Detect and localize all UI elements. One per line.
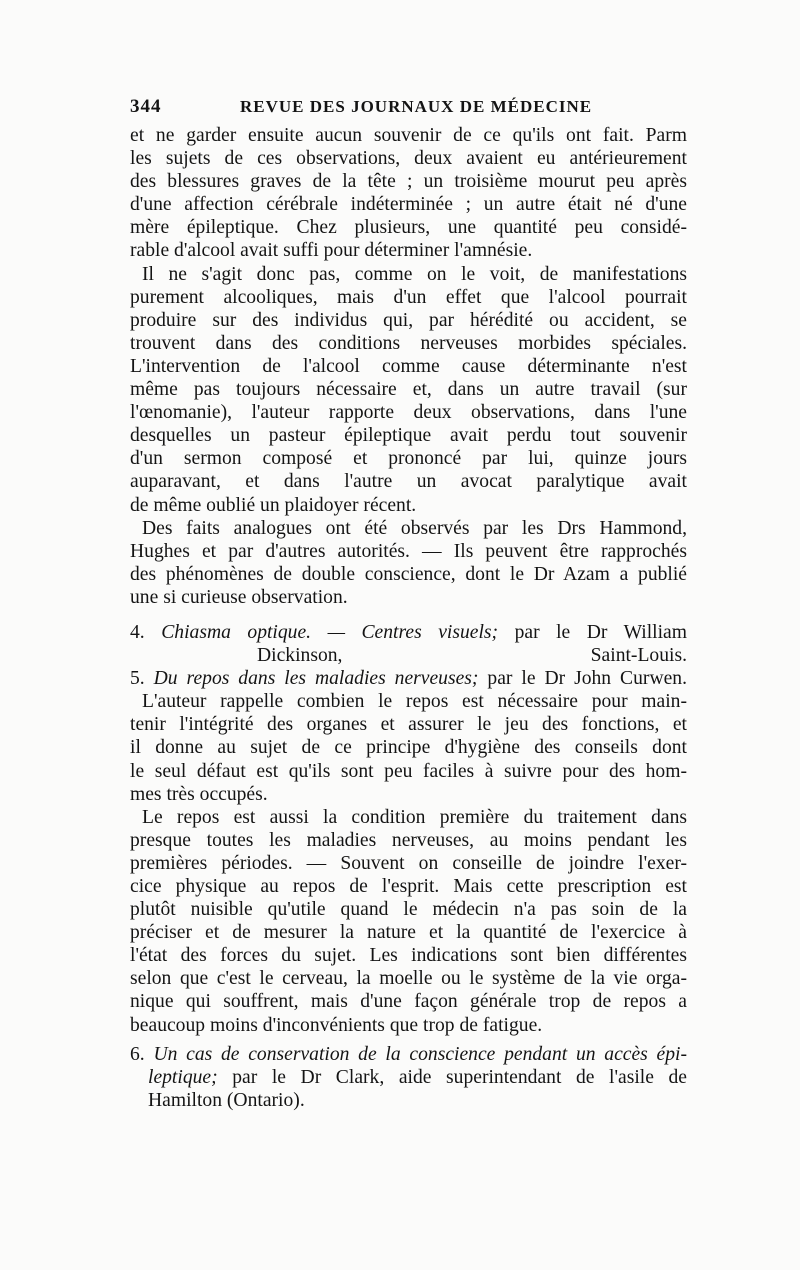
- text-line: auparavant, et dans l'autre un avocat paralytique avait: [130, 471, 687, 493]
- text-line: d'un sermon composé et prononcé par lui, quinze jours: [130, 448, 687, 470]
- text-line: premières périodes. — Souvent on conseille de joindre l'exer-: [130, 852, 687, 874]
- text-line: même pas toujours nécessaire et, dans un autre travail (sur: [130, 379, 687, 401]
- item-4-title: Chiasma optique. — Centres visuels;: [161, 621, 499, 643]
- item-4-line: [130, 621, 687, 644]
- page-number: 344: [130, 96, 162, 117]
- text-line: une si curieuse observation.: [130, 586, 348, 608]
- text-line: de même oublié un plaidoyer récent.: [130, 494, 417, 516]
- paragraph-rest-hygiene: [130, 690, 687, 805]
- item-6-location: Hamilton (Ontario).: [148, 1089, 305, 1111]
- text-line: Le repos est aussi la condition première du traitement dans: [142, 806, 687, 828]
- text-line: selon que c'est le cerveau, la moelle ou le système de la vie orga-: [130, 968, 687, 990]
- text-line: desquelles un pasteur épileptique avait perdu tout souvenir: [130, 425, 687, 447]
- paragraph-analogous-facts: [130, 517, 687, 609]
- text-line: Des faits analogues ont été observés par les Drs Hammond,: [142, 517, 687, 539]
- item-6-line: [130, 1066, 687, 1089]
- text-line: L'intervention de l'alcool comme cause déterminante n'est: [130, 355, 687, 377]
- text-line: nique qui souffrent, mais d'une façon générale trop de repos a: [130, 991, 687, 1013]
- text-line: tenir l'intégrité des organes et assurer le jeu des fonctions, et: [130, 714, 687, 736]
- text-line: trouvent dans des conditions nerveuses morbides spéciales.: [130, 332, 687, 354]
- text-line: produire sur des individus qui, par hérédité ou accident, se: [130, 309, 687, 331]
- paragraph-alcohol-intervention: [130, 263, 687, 517]
- text-line: il donne au sujet de ce principe d'hygiène des conseils dont: [130, 737, 687, 759]
- text-line: des blessures graves de la tête ; un troisième mourut peu après: [130, 171, 687, 193]
- item-6-title-cont: leptique;: [148, 1066, 218, 1088]
- text-line: des phénomènes de double conscience, dont le Dr Azam a publié: [130, 563, 687, 585]
- item-5-number: 5.: [130, 668, 145, 690]
- item-6-line: [130, 1043, 687, 1066]
- text-line: beaucoup moins d'inconvénients que trop de fatigue.: [130, 1014, 543, 1036]
- item-4-number: 4.: [130, 621, 145, 643]
- item-5-byline: par le Dr John Curwen.: [487, 668, 687, 690]
- item-4-byline: par le Dr William: [514, 621, 687, 643]
- text-line: l'œnomanie), l'auteur rapporte deux observations, dans l'une: [130, 402, 687, 424]
- text-line: cice physique au repos de l'esprit. Mais cette prescription est: [130, 876, 687, 897]
- item-4-heading: [130, 621, 687, 667]
- text-line: et ne garder ensuite aucun souvenir de ce qu'ils ont fait. Parm: [130, 125, 687, 146]
- text-line: d'une affection cérébrale indéterminée ; un autre était né d'une: [130, 194, 687, 216]
- item-6-title: Un cas de conservation de la conscience pendant un accès épi-: [153, 1043, 688, 1065]
- item-5-heading: [130, 667, 687, 690]
- text-line: Il ne s'agit donc pas, comme on le voit, de manifestations: [142, 263, 687, 285]
- paragraph-rest-treatment: [130, 806, 687, 1037]
- text-line: purement alcooliques, mais d'un effet que l'alcool pourrait: [130, 286, 687, 308]
- text-line: Hughes et par d'autres autorités. — Ils peuvent être rapprochés: [130, 540, 687, 562]
- item-6-byline: par le Dr Clark, aide superintendant de l'asile de: [232, 1066, 687, 1088]
- item-5-line: [130, 667, 687, 690]
- text-line: préciser et de mesurer la nature et la quantité de l'exercice à: [130, 922, 687, 944]
- item-5-title: Du repos dans les maladies nerveuses;: [153, 668, 479, 690]
- running-title: REVUE DES JOURNAUX DE MÉDECINE: [240, 97, 593, 116]
- body-text: [130, 124, 687, 1112]
- text-line: l'état des forces du sujet. Les indications sont bien différentes: [130, 945, 687, 967]
- item-6-heading: [130, 1043, 687, 1112]
- item-4-byline-cont: Dickinson, Saint-Louis.: [257, 645, 687, 667]
- item-6-number: 6.: [130, 1043, 145, 1065]
- text-line: mère épileptique. Chez plusieurs, une quantité peu considé-: [130, 217, 687, 239]
- paragraph-amnesia-causes: [130, 124, 687, 263]
- spacer: [130, 609, 687, 621]
- text-line: les sujets de ces observations, deux avaient eu antérieurement: [130, 148, 687, 170]
- text-line: L'auteur rappelle combien le repos est nécessaire pour main-: [142, 691, 687, 713]
- text-line: plutôt nuisible qu'utile quand le médecin n'a pas soin de la: [130, 899, 687, 921]
- text-line: presque toutes les maladies nerveuses, au moins pendant les: [130, 829, 687, 851]
- running-header: [130, 96, 685, 122]
- text-line: rable d'alcool avait suffi pour déterminer l'amnésie.: [130, 240, 533, 262]
- text-line: mes très occupés.: [130, 783, 268, 805]
- text-line: le seul défaut est qu'ils sont peu faciles à suivre pour des hom-: [130, 760, 687, 782]
